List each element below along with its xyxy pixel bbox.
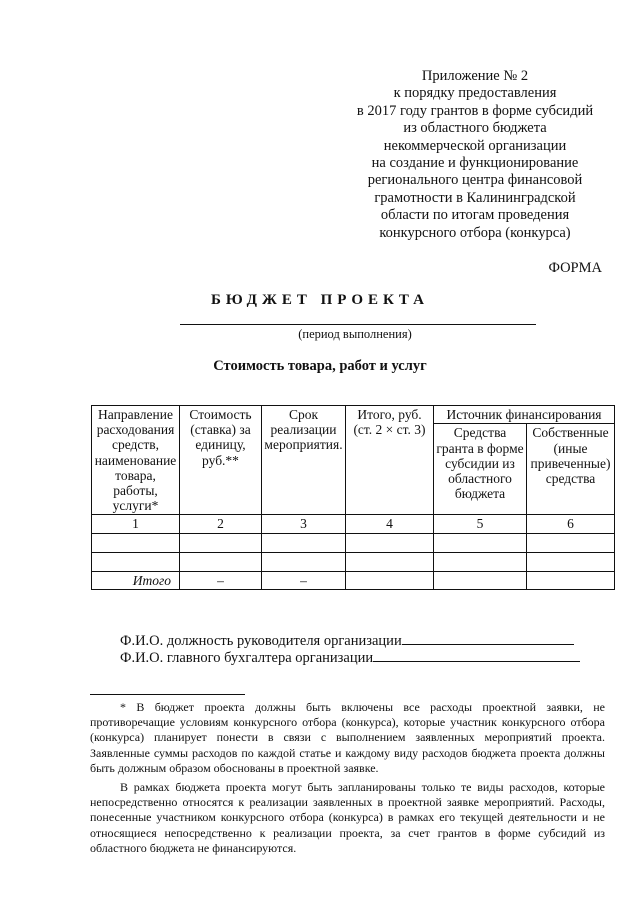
appendix-line: грамотности в Калининградской xyxy=(374,189,576,206)
signature-accountant-label: Ф.И.О. главного бухгалтера организации xyxy=(120,650,374,666)
appendix-line: области по итогам проведения xyxy=(380,207,570,224)
column-number: 5 xyxy=(434,515,527,533)
column-number: 2 xyxy=(180,515,262,533)
header-unit-cost: Стоимость (ставка) за единицу, руб.** xyxy=(180,406,262,515)
appendix-line: конкурсного отбора (конкурса) xyxy=(379,224,571,241)
appendix-line: из областного бюджета xyxy=(403,120,547,137)
footnote-divider xyxy=(90,694,245,695)
header-own-funds: Собственные (иные привеченные) средства xyxy=(527,424,615,515)
table-cell[interactable] xyxy=(92,552,180,571)
signature-accountant xyxy=(120,648,580,667)
signature-accountant-line[interactable] xyxy=(373,648,580,662)
header-period: Срок реализации мероприятия. xyxy=(262,406,346,515)
header-total: Итого, руб. (ст. 2 × ст. 3) xyxy=(346,406,434,515)
header-grant-funds: Средства гранта в форме субсидии из областного бюджета xyxy=(434,424,527,515)
signature-head-line[interactable] xyxy=(402,631,574,645)
table-cell[interactable] xyxy=(527,571,615,589)
table-cell[interactable] xyxy=(346,552,434,571)
header-funding-source: Источник финансирования xyxy=(434,406,615,424)
footnote-paragraph: * В бюджет проекта должны быть включены все расходы проектной заявки, не противоречащие условиям конкурсного отбора (конкурса), которые участник конкурсного отбора (конкурса) планирует понести в связи с выполнением заявленных мероприятий проекта. Заявленные суммы расходов по каждой статье и каждому виду расходов бюджета проекта должны быть должным образом обоснованы в проектной заявке. xyxy=(90,700,605,775)
page-title: БЮДЖЕТ ПРОЕКТА xyxy=(211,292,429,308)
section-title: Стоимость товара, работ и услуг xyxy=(213,358,427,374)
form-label: ФОРМА xyxy=(548,260,602,276)
total-dash: – xyxy=(180,571,262,589)
appendix-line: в 2017 году грантов в форме субсидий xyxy=(356,102,594,119)
table-cell[interactable] xyxy=(262,533,346,552)
footnote-paragraph: В рамках бюджета проекта могут быть запланированы только те виды расходов, которые непосредственно относятся к реализации заявленных в проектной заявке мероприятий. Расходы, понесенные участником конкурсного отбора (конкурса) в рамках его текущей деятельности и не относящиеся непосредственно к реализации проекта, за счет грантов в форме субсидий из областного бюджета не финансируются. xyxy=(90,780,605,855)
total-row xyxy=(92,571,615,589)
table-cell[interactable] xyxy=(262,552,346,571)
table-row xyxy=(92,533,615,552)
signature-head-label: Ф.И.О. должность руководителя организации xyxy=(120,633,402,649)
column-number: 4 xyxy=(346,515,434,533)
budget-table xyxy=(91,405,615,590)
table-cell[interactable] xyxy=(346,533,434,552)
table-cell[interactable] xyxy=(434,571,527,589)
table-cell[interactable] xyxy=(180,533,262,552)
appendix-header xyxy=(330,68,620,242)
table-cell[interactable] xyxy=(434,533,527,552)
appendix-line: Приложение № 2 xyxy=(421,68,529,84)
appendix-line: регионального центра финансовой xyxy=(367,172,583,189)
appendix-line: некоммерческой организации xyxy=(383,137,567,154)
column-number: 1 xyxy=(92,515,180,533)
footnote xyxy=(90,700,605,856)
table-cell[interactable] xyxy=(434,552,527,571)
header-expense-direction: Направление расходования средств, наименование товара, работы, услуги* xyxy=(92,406,180,515)
appendix-line: на создание и функционирование xyxy=(371,155,579,172)
column-number: 6 xyxy=(527,515,615,533)
table-row xyxy=(92,552,615,571)
table-cell[interactable] xyxy=(92,533,180,552)
table-cell[interactable] xyxy=(180,552,262,571)
column-number-row xyxy=(92,515,615,533)
total-label: Итого xyxy=(92,571,180,589)
period-fill-line[interactable] xyxy=(180,324,536,325)
total-dash: – xyxy=(262,571,346,589)
appendix-line: к порядку предоставления xyxy=(393,85,557,102)
column-number: 3 xyxy=(262,515,346,533)
table-cell[interactable] xyxy=(527,533,615,552)
table-cell[interactable] xyxy=(346,571,434,589)
table-cell[interactable] xyxy=(527,552,615,571)
period-label: (период выполнения) xyxy=(298,327,412,341)
